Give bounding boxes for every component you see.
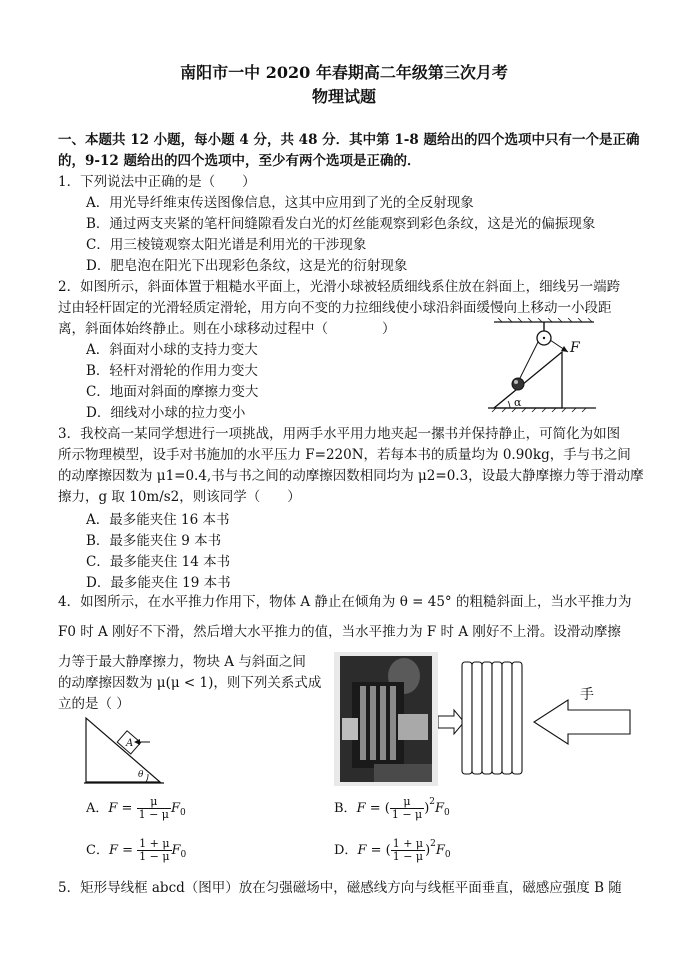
question-5-line-1: 5．矩形导线框 abcd（图甲）放在匀强磁场中，磁感线方向与线框平面垂直，磁感应强度 B 随	[58, 880, 622, 896]
hand-label: 手	[580, 687, 594, 703]
section-instruction-line-1: 一、本题共 12 小题，每小题 4 分，共 48 分．其中第 1-8 题给出的四个选项中只有一个是正确	[58, 132, 640, 148]
question-3-line-4: 擦力，g 取 10m/s2，则该同学（ ）	[58, 489, 301, 505]
question-4-option-b: B．F = ( $\frac{\mu}{1 - \mu}$ )$^2F_0$	[334, 795, 450, 821]
angle-label: α	[514, 396, 522, 409]
question-2-line-1: 2．如图所示，斜面体置于粗糙水平面上，光滑小球被轻质细线系住放在斜面上，细线另一端跨	[58, 279, 621, 295]
question-4-option-a: A．F = $\frac{\mu}{1 - \mu}$ $F_0$	[86, 795, 186, 821]
question-2-option-c: C．地面对斜面的摩擦力变大	[86, 384, 259, 400]
question-3-option-d: D．最多能夹住 19 本书	[86, 575, 231, 591]
question-2-line-2: 过由轻杆固定的光滑轻质定滑轮，用方向不变的力拉细线使小球沿斜面缓慢向上移动一小段距	[58, 300, 612, 316]
question-1-option-c: C．用三棱镜观察太阳光谱是利用光的干涉现象	[86, 237, 367, 253]
incline-pulley-figure	[488, 318, 600, 414]
question-3-option-a: A．最多能夹住 16 本书	[86, 512, 230, 528]
question-3-line-1: 3．我校高一某同学想进行一项挑战，用两手水平用力地夹起一摞书并保持静止，可简化为如图	[58, 426, 621, 442]
section-instruction-line-2: 的，9-12 题给出的四个选项中，至少有两个选项是正确的．	[58, 153, 421, 169]
question-4-line-3: 力等于最大静摩擦力，物块 A 与斜面之间	[58, 654, 306, 670]
force-label: F	[570, 340, 580, 356]
incline-angle-label: θ	[138, 770, 144, 780]
book-stack-model	[438, 656, 632, 780]
question-2-option-a: A．斜面对小球的支持力变大	[86, 342, 258, 358]
incline-block-figure	[84, 716, 168, 786]
question-3-option-c: C．最多能夹住 14 本书	[86, 554, 231, 570]
question-4-line-2: F0 时 A 刚好不下滑，然后增大水平推力的值，当水平推力为 F 时 A 刚好不上滑。设滑动摩擦	[58, 624, 621, 640]
page-subtitle: 物理试题	[311, 87, 376, 106]
block-label: A	[126, 738, 134, 749]
question-1-option-d: D．肥皂泡在阳光下出现彩色条纹，这是光的衍射现象	[86, 258, 408, 274]
book-holding-photo	[334, 652, 438, 786]
question-4-line-4: 的动摩擦因数为 μ(μ < 1)，则下列关系式成	[58, 675, 322, 691]
question-1-stem: 1．下列说法中正确的是（ ）	[58, 174, 256, 190]
question-2-line-3: 离，斜面体始终静止。则在小球移动过程中（ ）	[58, 321, 396, 337]
question-2-option-d: D．细线对小球的拉力变小	[86, 405, 246, 421]
question-4-line-5: 立的是（ ）	[58, 696, 130, 712]
question-4-option-c: C．F = $\frac{1 + \mu}{1 - \mu}$ $F_0$	[86, 837, 187, 863]
question-2-option-b: B．轻杆对滑轮的作用力变大	[86, 363, 258, 379]
question-4-option-d: D．F = ( $\frac{1 + \mu}{1 - \mu}$ )$^2F_0$	[334, 837, 451, 863]
question-1-option-b: B．通过两支夹紧的笔杆间缝隙看发白光的灯丝能观察到彩色条纹，这是光的偏振现象	[86, 216, 596, 232]
question-1-option-a: A．用光导纤维束传送图像信息，这其中应用到了光的全反射现象	[86, 195, 474, 211]
question-4-line-1: 4．如图所示，在水平推力作用下，物体 A 静止在倾角为 θ = 45° 的粗糙斜面上，当水平推力为	[58, 594, 632, 610]
question-3-line-3: 的动摩擦因数为 μ1=0.4,书与书之间的动摩擦因数相同均为 μ2=0.3，设最大静摩擦力等于滑动摩	[58, 468, 644, 484]
page-title: 南阳市一中 2020 年春期高二年级第三次月考	[180, 63, 508, 82]
question-3-option-b: B．最多能夹住 9 本书	[86, 533, 222, 549]
question-3-line-2: 所示物理模型，设手对书施加的水平压力 F=220N，若每本书的质量均为 0.90kg，手与书之间	[58, 447, 631, 463]
